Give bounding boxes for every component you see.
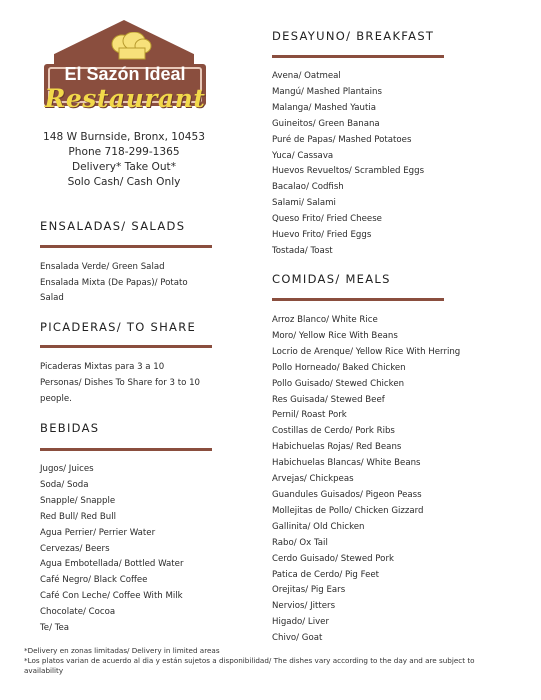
bebidas-list <box>40 462 184 637</box>
list-item: Moro/ Yellow Rice With Beans <box>272 330 398 341</box>
list-item: Arroz Blanco/ White Rice <box>272 315 378 325</box>
list-item: Ensalada Verde/ Green Salad <box>40 262 165 272</box>
list-item: Bacalao/ Codfish <box>272 182 344 193</box>
list-item: Chivo/ Goat <box>272 633 323 644</box>
list-item: Guandules Guisados/ Pigeon Peass <box>272 489 422 500</box>
list-item: Red Bull/ Red Bull <box>40 511 116 522</box>
list-item: Agua Perrier/ Perrier Water <box>40 527 156 538</box>
list-item: Mollejitas de Pollo/ Chicken Gizzard <box>272 505 424 516</box>
logo-restaurant-script: Restaurant <box>44 84 206 113</box>
list-item: Costillas de Cerdo/ Pork Ribs <box>272 426 395 437</box>
list-item: Tostada/ Toast <box>272 245 333 256</box>
contact-info <box>30 130 218 190</box>
list-item: Salami/ Salami <box>272 198 336 209</box>
comidas-list <box>272 313 460 647</box>
list-item: Malanga/ Mashed Yautia <box>272 102 377 113</box>
service-options: Delivery* Take Out* <box>72 161 176 173</box>
list-item: Pollo Horneado/ Baked Chicken <box>272 362 406 373</box>
list-item: Ensalada Mixta (De Papas)/ Potato <box>40 277 188 288</box>
section-title-comidas: COMIDAS/ MEALS <box>272 272 391 286</box>
logo-restaurant-name: El Sazón Ideal <box>64 64 186 84</box>
footnote-delivery: *Delivery en zonas limitadas/ Delivery in limited areas <box>24 646 220 655</box>
section-divider <box>40 448 212 451</box>
footnotes <box>24 646 524 676</box>
list-item: Guineitos/ Green Banana <box>272 118 380 129</box>
list-item: Café Con Leche/ Coffee With Milk <box>40 591 183 602</box>
list-item: Habichuelas Blancas/ White Beans <box>272 458 421 469</box>
desayuno-list <box>272 69 424 260</box>
payment-info: Solo Cash/ Cash Only <box>67 176 181 188</box>
footnote-availability-cont: availability <box>24 666 64 675</box>
list-item: Gallinita/ Old Chicken <box>272 521 365 532</box>
ensaladas-list <box>40 260 188 307</box>
list-item: Huevos Revueltos/ Scrambled Eggs <box>272 166 425 177</box>
list-item: Patica de Cerdo/ Pig Feet <box>272 569 380 580</box>
section-divider <box>40 345 212 348</box>
list-item: Queso Frito/ Fried Cheese <box>272 214 382 225</box>
list-item: Puré de Papas/ Mashed Potatoes <box>272 134 412 145</box>
list-item: Café Negro/ Black Coffee <box>40 575 148 586</box>
section-divider <box>272 298 444 301</box>
list-item: Rabo/ Ox Tail <box>272 537 328 548</box>
list-item: Salad <box>40 293 64 303</box>
section-title-desayuno: DESAYUNO/ BREAKFAST <box>272 29 435 43</box>
list-item: Yuca/ Cassava <box>272 150 334 161</box>
list-item: Habichuelas Rojas/ Red Beans <box>272 442 402 453</box>
section-title-ensaladas: ENSALADAS/ SALADS <box>40 219 186 233</box>
list-item: Cervezas/ Beers <box>40 543 110 554</box>
list-item: Agua Embotellada/ Bottled Water <box>40 559 184 570</box>
section-divider <box>40 245 212 248</box>
list-item: Jugos/ Juices <box>40 464 94 474</box>
list-item: Pernil/ Roast Pork <box>272 410 347 421</box>
list-item: Higado/ Liver <box>272 617 329 628</box>
section-divider <box>272 55 444 58</box>
section-title-picaderas: PICADERAS/ TO SHARE <box>40 320 197 334</box>
list-item: Nervios/ Jitters <box>272 601 336 612</box>
list-item: Pollo Guisado/ Stewed Chicken <box>272 378 405 389</box>
footnote-availability: *Los platos varian de acuerdo al dia y están sujetos a disponibilidad/ The dishes vary according to the day and are subject to <box>24 656 475 665</box>
section-title-bebidas: BEBIDAS <box>40 421 100 435</box>
chef-hat-icon <box>110 32 152 62</box>
description-line: Personas/ Dishes To Share for 3 to 10 <box>40 378 201 388</box>
description-line: people. <box>40 394 72 404</box>
list-item: Snapple/ Snapple <box>40 495 116 506</box>
list-item: Orejitas/ Pig Ears <box>272 585 346 596</box>
list-item: Huevo Frito/ Fried Eggs <box>272 230 372 241</box>
list-item: Mangú/ Mashed Plantains <box>272 86 382 97</box>
restaurant-logo <box>40 14 210 122</box>
address: 148 W Burnside, Bronx, 10453 <box>42 131 206 143</box>
description-line: Picaderas Mixtas para 3 a 10 <box>40 362 165 372</box>
picaderas-description <box>40 359 200 407</box>
list-item: Cerdo Guisado/ Stewed Pork <box>272 553 394 564</box>
list-item: Te/ Tea <box>40 623 70 634</box>
list-item: Avena/ Oatmeal <box>272 71 341 81</box>
phone: Phone 718-299-1365 <box>68 146 180 158</box>
list-item: Locrio de Arenque/ Yellow Rice With Herring <box>272 346 461 357</box>
list-item: Arvejas/ Chickpeas <box>272 474 354 485</box>
list-item: Res Guisada/ Stewed Beef <box>272 394 385 405</box>
list-item: Chocolate/ Cocoa <box>40 607 116 618</box>
list-item: Soda/ Soda <box>40 479 89 490</box>
